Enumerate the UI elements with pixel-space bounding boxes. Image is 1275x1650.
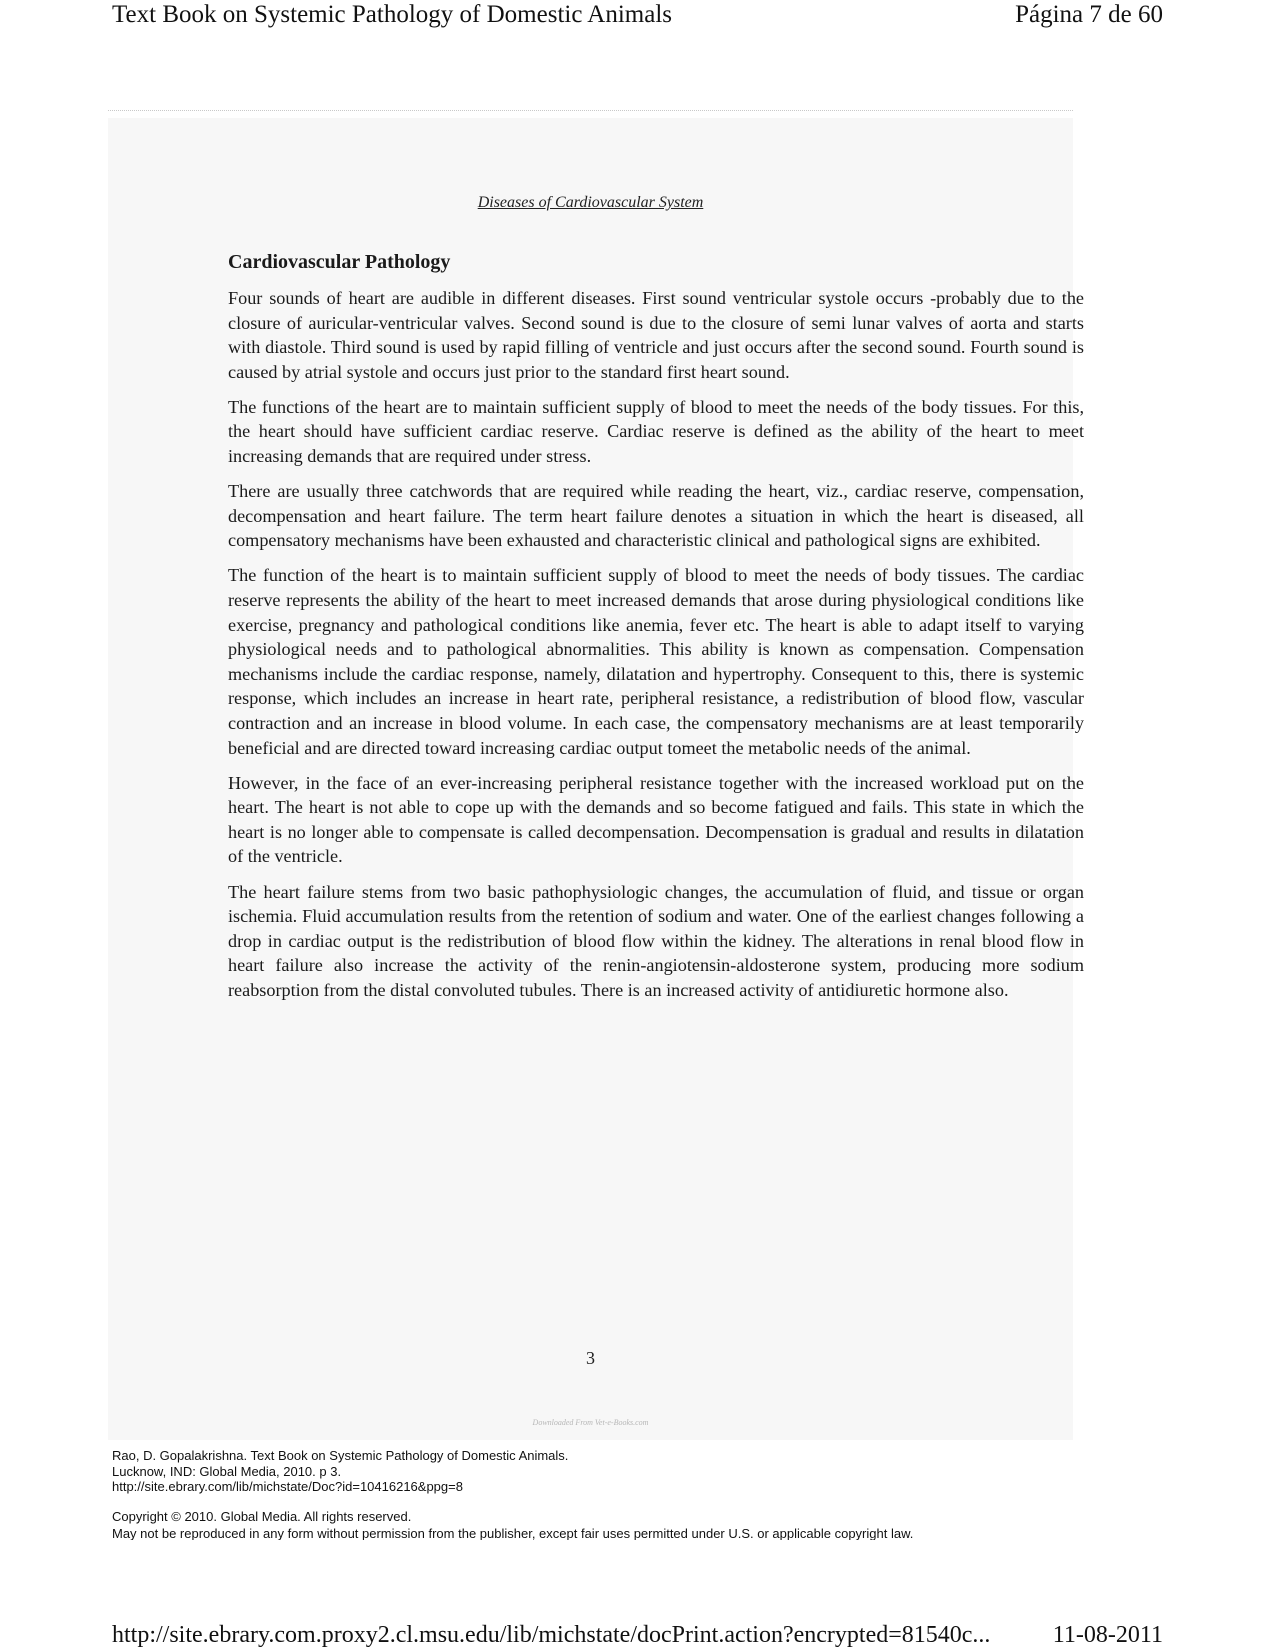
footer-url[interactable]: http://site.ebrary.com.proxy2.cl.msu.edu/lib/michstate/docPrint.action?encrypted=81540c... bbox=[112, 1622, 991, 1648]
copyright-line: Copyright © 2010. Global Media. All rights reserved. bbox=[112, 1509, 412, 1524]
running-head: Diseases of Cardiovascular System bbox=[477, 194, 704, 211]
footer-date: 11-08-2011 bbox=[1052, 1622, 1163, 1648]
citation bbox=[112, 1448, 1072, 1495]
divider bbox=[108, 110, 1073, 111]
page-indicator: Página 7 de 60 bbox=[1015, 1, 1163, 28]
paragraph: There are usually three catchwords that are required while reading the heart, viz., cardiac reserve, compensation, decompensation and heart failure. The term heart failure denotes a situation in which the heart is diseased, all compensatory mechanisms have been exhausted and characteristic clinical and pathological signs are exhibited. bbox=[228, 481, 1084, 551]
citation-line: Rao, D. Gopalakrishna. Text Book on Systemic Pathology of Domestic Animals. bbox=[112, 1448, 569, 1463]
citation-line: Lucknow, IND: Global Media, 2010. p 3. bbox=[112, 1463, 342, 1479]
section-title: Cardiovascular Pathology bbox=[228, 251, 451, 273]
watermark: Downloaded From Vet-e-Books.com bbox=[532, 1418, 649, 1427]
copyright-notice bbox=[112, 1508, 1072, 1540]
page-number: 3 bbox=[586, 1348, 595, 1368]
document-title: Text Book on Systemic Pathology of Domestic Animals bbox=[112, 1, 673, 28]
paragraph: The function of the heart is to maintain sufficient supply of blood to meet the needs of body tissues. The cardiac reserve represents the ability of the heart to meet increased demands that arose during physiological conditions like exercise, pregnancy and pathological conditions like anemia, fever etc. The heart is able to adapt itself to varying physiological needs and to pathological abnormalities. This ability is known as compensation. Compensation mechanisms include the cardiac response, namely, dilatation and hypertrophy. Consequent to this, there is systemic response, which includes an increase in heart rate, peripheral resistance, a redistribution of blood flow, vascular contraction and an increase in blood volume. In each case, the compensatory mechanisms are at least temporarily beneficial and are directed toward increasing cardiac output tomeet the metabolic needs of the animal. bbox=[228, 565, 1084, 758]
body-text bbox=[228, 286, 1084, 1013]
copyright-line: May not be reproduced in any form without permission from the publisher, except fair uses permitted under U.S. or applicable copyright law. bbox=[112, 1526, 914, 1540]
paragraph: Four sounds of heart are audible in different diseases. First sound ventricular systole occurs -probably due to the closure of auricular-ventricular valves. Second sound is due to the closure of semi lunar valves of aorta and starts with diastole. Third sound is used by rapid filling of ventricle and just occurs after the second sound. Fourth sound is caused by atrial systole and occurs just prior to the standard first heart sound. bbox=[228, 288, 1084, 382]
scanned-page bbox=[108, 118, 1084, 1440]
paragraph: The functions of the heart are to maintain sufficient supply of blood to meet the needs of the body tissues. For this, the heart should have sufficient cardiac reserve. Cardiac reserve is defined as the ability of the heart to meet increasing demands that are required under stress. bbox=[228, 396, 1084, 467]
paragraph: The heart failure stems from two basic pathophysiologic changes, the accumulation of fluid, and tissue or organ ischemia. Fluid accumulation results from the retention of sodium and water. One of the earliest changes following a drop in cardiac output is the redistribution of blood flow within the kidney. The alterations in renal blood flow in heart failure also increase the activity of the renin-angiotensin-aldosterone system, producing more sodium reabsorption from the distal convoluted tubules. There is an increased activity of antidiuretic hormone also. bbox=[228, 881, 1084, 1000]
paragraph: However, in the face of an ever-increasing peripheral resistance together with the increased workload put on the heart. The heart is not able to cope up with the demands and so become fatigued and fails. This state in which the heart is no longer able to compensate is called decompensation. Decompensation is gradual and results in dilatation of the ventricle. bbox=[228, 772, 1084, 867]
citation-link[interactable]: http://site.ebrary.com/lib/michstate/Doc?id=10416216&ppg=8 bbox=[112, 1479, 463, 1494]
